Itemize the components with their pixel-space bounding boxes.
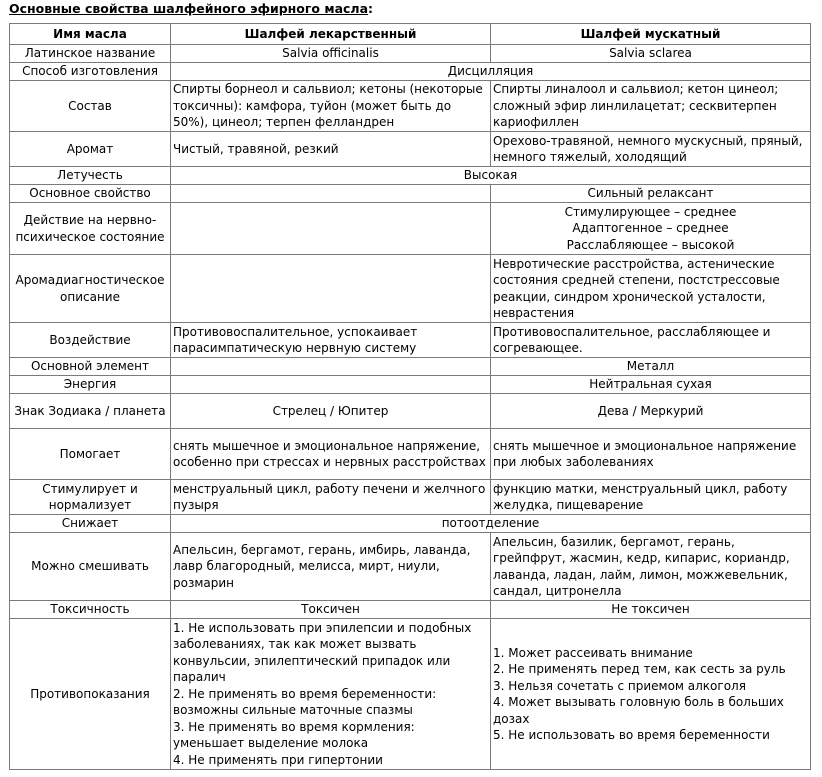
cell-line: 5. Не использовать во время беременности	[493, 728, 770, 742]
row-name: Противопоказания	[10, 619, 171, 770]
cell-officinalis: Чистый, травяной, резкий	[171, 132, 491, 167]
cell-officinalis	[171, 376, 491, 394]
table-row	[10, 533, 811, 601]
cell-line: 4. Может вызывать головную боль в больших дозах	[493, 695, 784, 726]
row-name: Можно смешивать	[10, 533, 171, 601]
cell-officinalis: Апельсин, бергамот, герань, имбирь, лаванда, лавр благородный, мелисса, мирт, ниули, розмарин	[171, 533, 491, 601]
table-row	[10, 203, 811, 255]
row-name: Помогает	[10, 429, 171, 480]
page-title	[9, 1, 373, 16]
cell-both: Высокая	[171, 167, 811, 185]
cell-line: 3. Не применять во время кормления: уменьшает выделение молока	[173, 719, 415, 751]
table-row	[10, 480, 811, 515]
cell-sclarea	[491, 203, 811, 255]
table-row	[10, 376, 811, 394]
table-row	[10, 619, 811, 770]
row-name: Токсичность	[10, 601, 171, 619]
cell-sclarea: Сильный релаксант	[491, 185, 811, 203]
page-title-suffix: :	[368, 1, 374, 16]
cell-officinalis	[171, 255, 491, 323]
cell-sclarea: Невротические расстройства, астенические состояния средней степени, постстрессовые реакции, синдром хронической усталости, неврастения	[491, 255, 811, 323]
table-row	[10, 167, 811, 185]
row-name: Воздействие	[10, 323, 171, 358]
row-name: Стимулирует и нормализует	[10, 480, 171, 515]
table-row	[10, 185, 811, 203]
cell-line: 3. Нельзя сочетать с приемом алкоголя	[493, 678, 746, 693]
table-row	[10, 45, 811, 63]
row-name: Снижает	[10, 515, 171, 533]
cell-both: Дисцилляция	[171, 63, 811, 81]
cell-line: 1. Может рассеивать внимание	[493, 645, 693, 660]
cell-officinalis: Стрелец / Юпитер	[171, 394, 491, 429]
cell-sclarea: снять мышечное и эмоциональное напряжение при любых заболеваниях	[491, 429, 811, 480]
cell-sclarea: Salvia sclarea	[491, 45, 811, 63]
cell-officinalis	[171, 203, 491, 255]
cell-sclarea: Спирты линалоол и сальвиол; кетон цинеол; сложный эфир линлилацетат; сесквитерпен кариофиллен	[491, 81, 811, 132]
table-row	[10, 601, 811, 619]
header-sage-officinalis: Шалфей лекарственный	[171, 24, 491, 45]
cell-sclarea: функцию матки, менструальный цикл, работу желудка, пищеварение	[491, 480, 811, 515]
header-row	[10, 24, 811, 45]
row-name: Знак Зодиака / планета	[10, 394, 171, 429]
row-name: Аромадиагностическое описание	[10, 255, 171, 323]
cell-officinalis	[171, 185, 491, 203]
header-oil-name: Имя масла	[10, 24, 171, 45]
table-row	[10, 323, 811, 358]
cell-line: Адаптогенное – среднее	[572, 221, 729, 236]
page-title-text: Основные свойства шалфейного эфирного масла	[9, 1, 369, 16]
cell-line: 4. Не применять при гипертонии	[173, 752, 383, 767]
cell-officinalis	[171, 358, 491, 376]
cell-sclarea: Не токсичен	[491, 601, 811, 619]
cell-sclarea: Металл	[491, 358, 811, 376]
cell-sclarea	[491, 619, 811, 770]
cell-officinalis: Спирты борнеол и сальвиол; кетоны (некоторые токсичны): камфора, туйон (может быть до 50%), цинеол; терпен фелландрен	[171, 81, 491, 132]
table-row	[10, 515, 811, 533]
cell-sclarea: Нейтральная сухая	[491, 376, 811, 394]
cell-officinalis: Salvia officinalis	[171, 45, 491, 63]
row-name: Основное свойство	[10, 185, 171, 203]
cell-officinalis: менструальный цикл, работу печени и желчного пузыря	[171, 480, 491, 515]
row-name: Энергия	[10, 376, 171, 394]
table-row	[10, 81, 811, 132]
header-sage-sclarea: Шалфей мускатный	[491, 24, 811, 45]
table-row	[10, 394, 811, 429]
table-row	[10, 132, 811, 167]
row-name: Состав	[10, 81, 171, 132]
table-row	[10, 358, 811, 376]
cell-sclarea: Противовоспалительное, расслабляющее и согревающее.	[491, 323, 811, 358]
cell-officinalis	[171, 619, 491, 770]
row-name: Латинское название	[10, 45, 171, 63]
row-name: Аромат	[10, 132, 171, 167]
cell-line: 2. Не применять во время беременности: возможны сильные маточные спазмы	[173, 686, 437, 718]
cell-officinalis: Токсичен	[171, 601, 491, 619]
cell-sclarea: Орехово-травяной, немного мускусный, пряный, немного тяжелый, холодящий	[491, 132, 811, 167]
cell-sclarea: Апельсин, базилик, бергамот, герань, грейпфрут, жасмин, кедр, кипарис, кориандр, лаванда, ладан, лайм, лимон, можжевельник, сандал, цитронелла	[491, 533, 811, 601]
cell-officinalis: Противовоспалительное, успокаивает парасимпатическую нервную систему	[171, 323, 491, 358]
table-row	[10, 255, 811, 323]
cell-line: Расслабляющее – высокой	[566, 237, 735, 252]
table-row	[10, 63, 811, 81]
row-name: Действие на нервно-психическое состояние	[10, 203, 171, 255]
row-name: Летучесть	[10, 167, 171, 185]
cell-line: Стимулирующее – среднее	[564, 204, 737, 219]
row-name: Способ изготовления	[10, 63, 171, 81]
cell-sclarea: Дева / Меркурий	[491, 394, 811, 429]
oil-properties-table	[9, 23, 811, 770]
cell-line: 1. Не использовать при эпилепсии и подобных заболеваниях, так как может вызвать конвульсии, эпилептический припадок или паралич	[173, 620, 472, 685]
row-name: Основной элемент	[10, 358, 171, 376]
cell-line: 2. Не применять перед тем, как сесть за руль	[493, 662, 786, 676]
cell-officinalis: снять мышечное и эмоциональное напряжение, особенно при стрессах и нервных расстройствах	[171, 429, 491, 480]
cell-both: потоотделение	[171, 515, 811, 533]
table-row	[10, 429, 811, 480]
